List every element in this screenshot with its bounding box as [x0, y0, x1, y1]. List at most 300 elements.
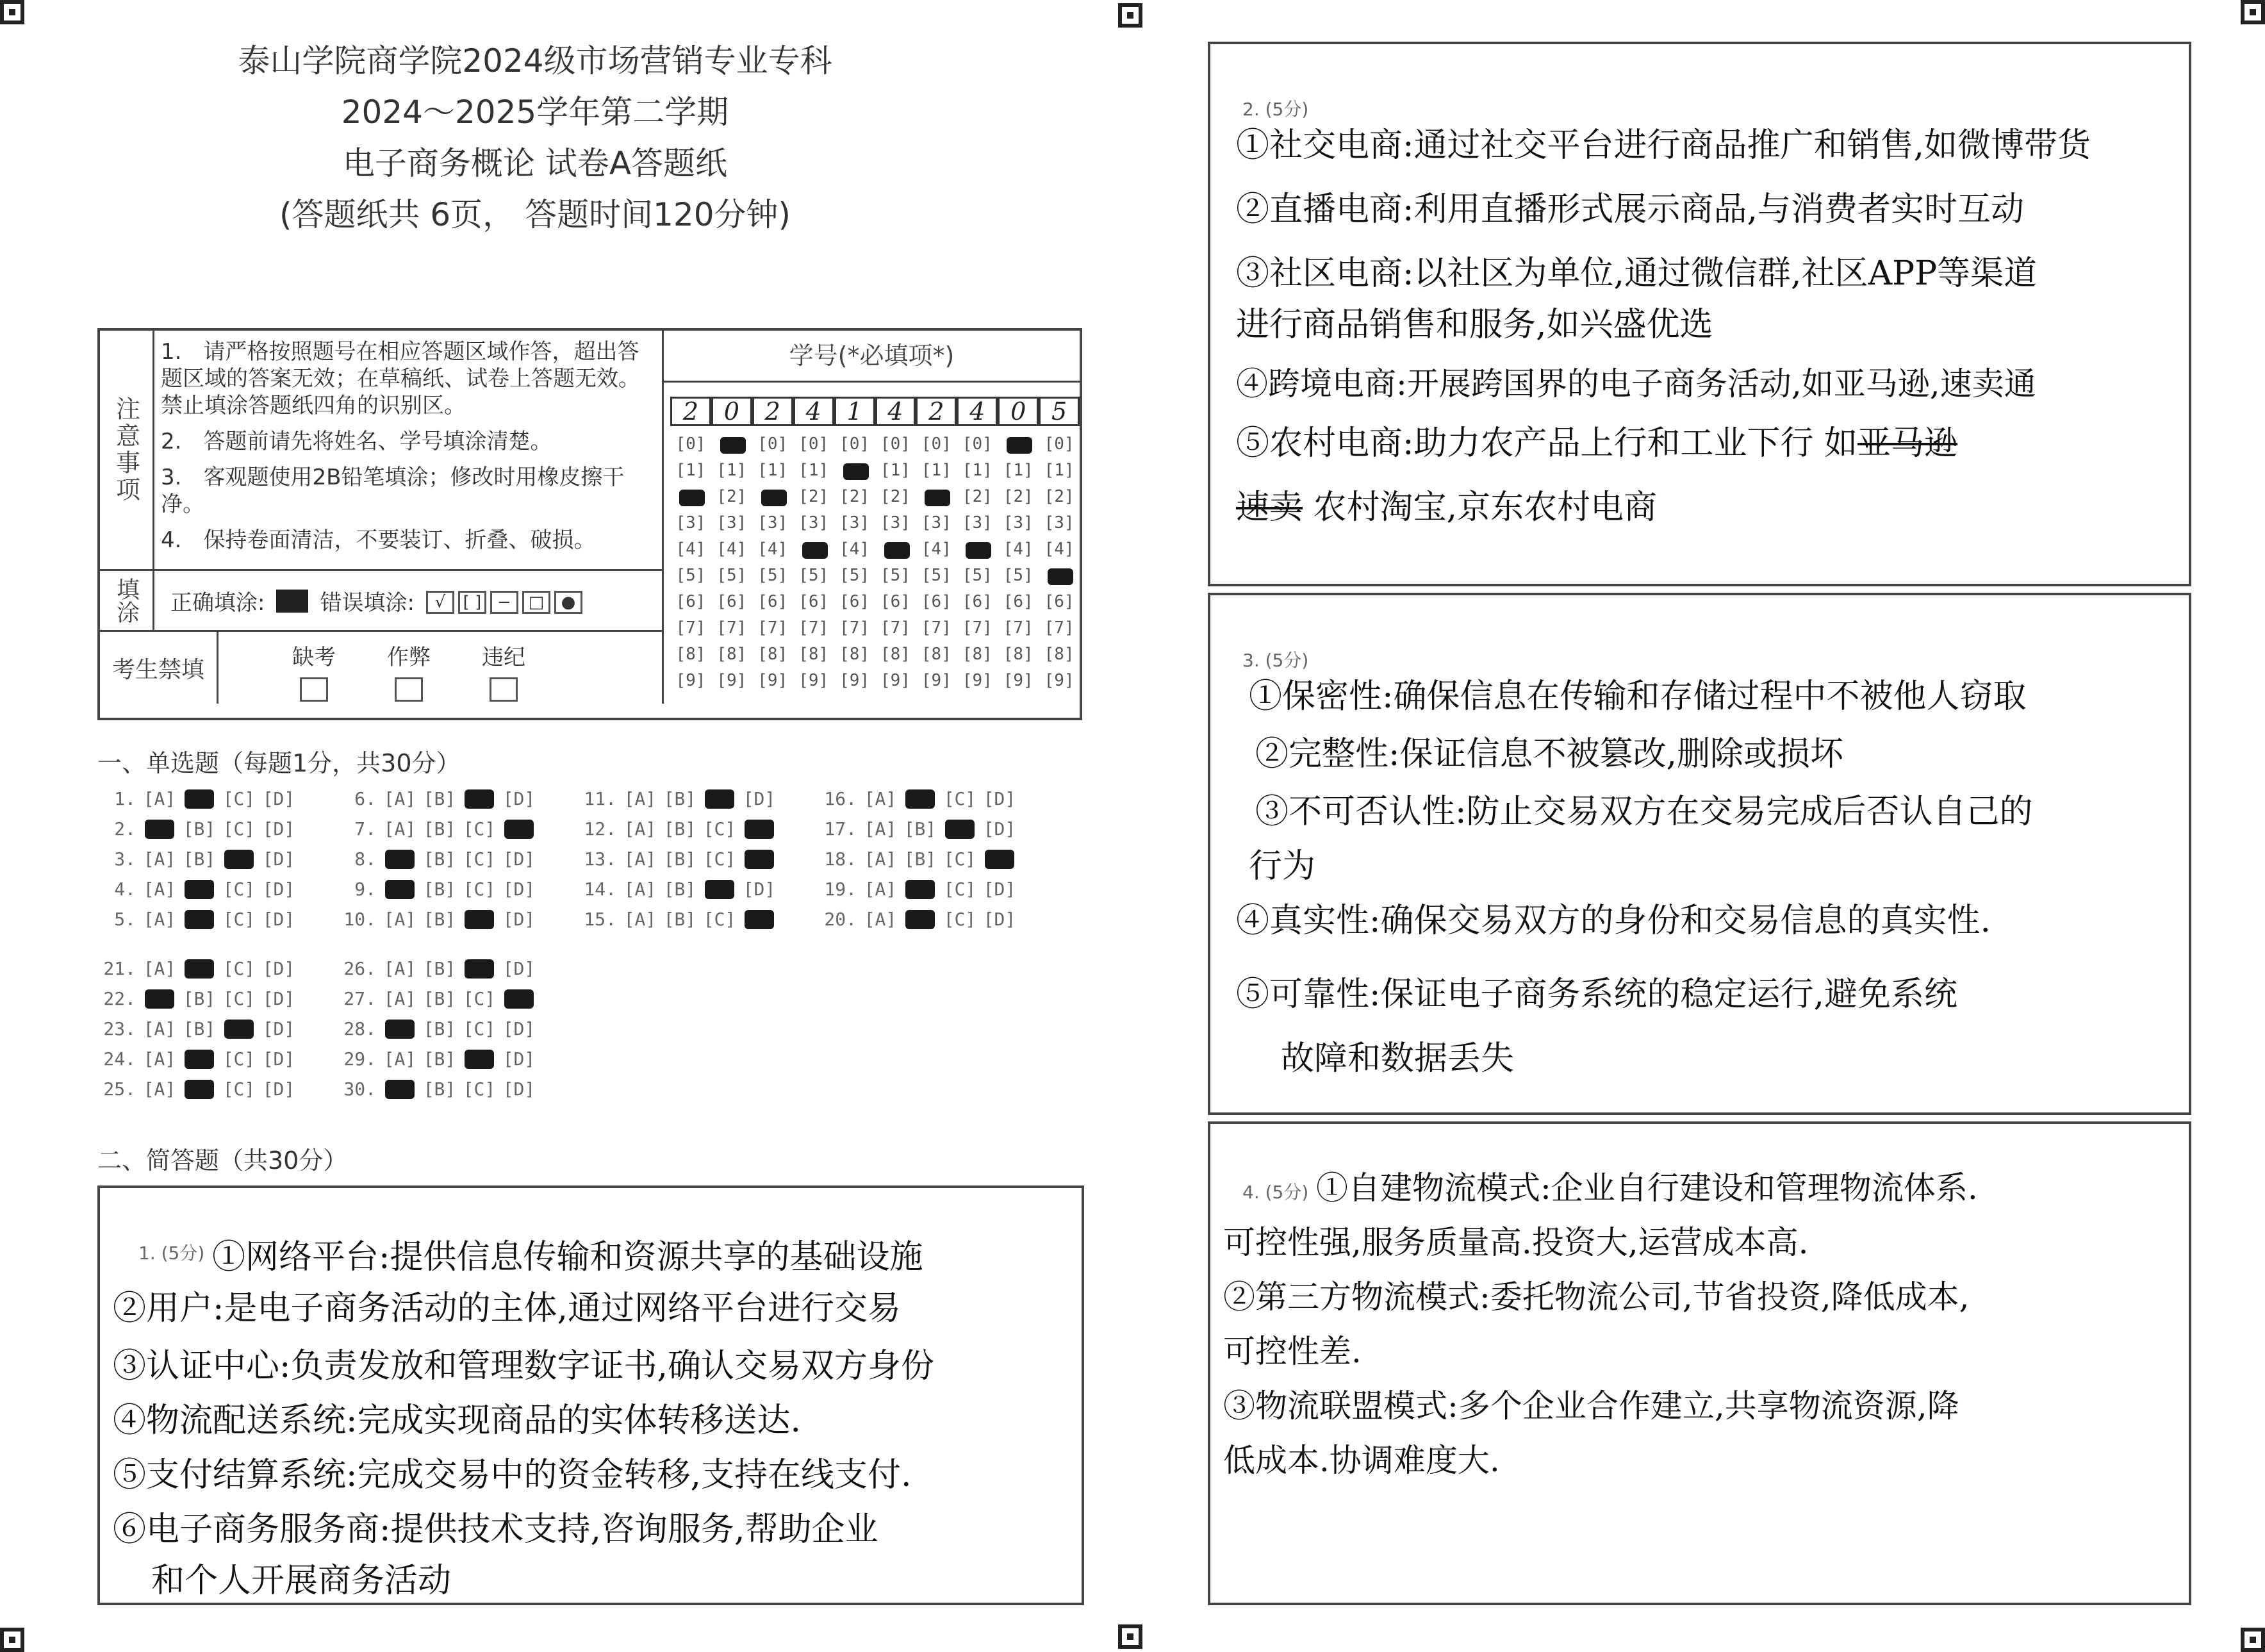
student-id-bubble[interactable]: [6]: [675, 592, 706, 611]
student-id-bubble[interactable]: [875, 536, 916, 563]
student-id-bubble[interactable]: [2]: [716, 487, 747, 506]
mcq-option[interactable]: [C]: [463, 1078, 496, 1100]
mcq-option[interactable]: [179, 909, 219, 930]
mcq-option[interactable]: [219, 1018, 259, 1039]
mcq-option[interactable]: [D]: [983, 818, 1016, 839]
mcq-option[interactable]: [A]: [864, 818, 897, 839]
answer-box-q2[interactable]: [1208, 42, 2191, 586]
mcq-option[interactable]: [B]: [903, 848, 937, 870]
student-id-bubble[interactable]: [2]: [839, 487, 870, 506]
mcq-option[interactable]: [B]: [423, 788, 456, 809]
student-id-bubble[interactable]: [2]: [962, 487, 992, 506]
mcq-option[interactable]: [B]: [663, 909, 696, 930]
mcq-option[interactable]: [C]: [943, 879, 976, 900]
student-id-bubble-row: [670, 431, 1080, 458]
mcq-option[interactable]: [179, 958, 219, 979]
mcq-option[interactable]: [C]: [463, 818, 496, 839]
mcq-option[interactable]: [900, 788, 940, 809]
mcq-option[interactable]: [A]: [864, 879, 897, 900]
section1-title: 一、单选题（每题1分，共30分）: [97, 749, 461, 777]
student-id-bubble[interactable]: [998, 431, 1039, 458]
mcq-option[interactable]: [B]: [423, 1018, 456, 1039]
student-id-bubble[interactable]: [1]: [962, 461, 992, 480]
check-mark-icon: √: [426, 591, 454, 614]
mcq-option[interactable]: [C]: [943, 848, 976, 870]
student-id-bubble[interactable]: [9]: [1044, 671, 1075, 690]
mcq-option[interactable]: [B]: [423, 909, 456, 930]
student-id-bubble[interactable]: [5]: [839, 566, 870, 585]
mcq-option[interactable]: [C]: [222, 818, 256, 839]
mcq-option[interactable]: [D]: [262, 879, 295, 900]
student-id-bubble[interactable]: [2]: [1044, 487, 1075, 506]
q3-line-6: ⑤可靠性:保证电子商务系统的稳定运行,避免系统: [1236, 975, 1958, 1014]
mcq-option[interactable]: [380, 848, 420, 870]
mcq-option[interactable]: [A]: [143, 848, 176, 870]
student-id-bubble[interactable]: [0]: [839, 434, 870, 454]
header-school: 泰山学院商学院2024级市场营销专业专科: [238, 42, 832, 79]
mcq-option[interactable]: [A]: [623, 818, 657, 839]
header-info: (答题纸共 6页， 答题时间120分钟): [279, 196, 791, 233]
mcq-option[interactable]: [B]: [183, 848, 216, 870]
q1-line-2: ②用户:是电子商务活动的主体,通过网络平台进行交易: [113, 1289, 902, 1328]
student-id-bubble[interactable]: [2]: [880, 487, 910, 506]
mcq-question: [336, 1018, 539, 1039]
mcq-option[interactable]: [A]: [623, 879, 657, 900]
q2-line-4: 进行商品销售和服务,如兴盛优选: [1236, 306, 1713, 344]
mcq-option[interactable]: [D]: [502, 879, 536, 900]
student-id-bubble[interactable]: [9]: [921, 671, 951, 690]
student-id-bubble[interactable]: [7]: [921, 618, 951, 638]
student-id-bubble[interactable]: [6]: [921, 592, 951, 611]
student-id-bubble[interactable]: [5]: [757, 566, 788, 585]
student-id-bubble[interactable]: [8]: [1044, 645, 1075, 664]
mcq-option[interactable]: [B]: [423, 958, 456, 979]
student-id-bubble[interactable]: [2]: [1003, 487, 1034, 506]
mcq-option[interactable]: [140, 818, 179, 839]
student-id-bubble[interactable]: [0]: [921, 434, 951, 454]
mcq-number: 26.: [343, 958, 376, 979]
mcq-question: [336, 909, 539, 930]
mcq-option[interactable]: [B]: [423, 988, 456, 1009]
q1-line-1: ①网络平台:提供信息传输和资源共享的基础设施: [212, 1238, 923, 1276]
mcq-option[interactable]: [B]: [663, 818, 696, 839]
corner-marker-top-left: [0, 0, 24, 24]
student-id-bubble[interactable]: [8]: [880, 645, 910, 664]
student-id-bubble[interactable]: [7]: [757, 618, 788, 638]
mcq-option[interactable]: [B]: [183, 818, 216, 839]
student-id-digit: 1: [834, 397, 875, 426]
student-id-bubble[interactable]: [8]: [798, 645, 829, 664]
student-id-bubble[interactable]: [8]: [716, 645, 747, 664]
mcq-number: 20.: [824, 909, 857, 930]
mcq-option[interactable]: [D]: [983, 909, 1016, 930]
mcq-option[interactable]: [980, 848, 1019, 870]
student-id-bubble[interactable]: [1]: [1044, 461, 1075, 480]
mcq-option[interactable]: [C]: [703, 848, 736, 870]
mcq-number: 13.: [584, 848, 616, 870]
mcq-option[interactable]: [D]: [743, 879, 776, 900]
student-id-bubble[interactable]: [1]: [716, 461, 747, 480]
student-id-bubble[interactable]: [6]: [1003, 592, 1034, 611]
mcq-option[interactable]: [D]: [262, 818, 295, 839]
answer-box-q3[interactable]: [1208, 593, 2191, 1115]
student-id-bubble[interactable]: [7]: [675, 618, 706, 638]
mcq-question: [817, 909, 1019, 930]
student-id-bubble[interactable]: [5]: [1003, 566, 1034, 585]
mcq-number: 21.: [103, 958, 136, 979]
mcq-option[interactable]: [C]: [943, 788, 976, 809]
mcq-option[interactable]: [C]: [222, 909, 256, 930]
student-id-bubble[interactable]: [2]: [798, 487, 829, 506]
mcq-question: [577, 909, 779, 930]
mcq-option[interactable]: [A]: [383, 988, 416, 1009]
mcq-option[interactable]: [C]: [463, 848, 496, 870]
mcq-option[interactable]: [C]: [222, 1078, 256, 1100]
student-id-bubble[interactable]: [4]: [716, 540, 747, 559]
mcq-question: [96, 988, 299, 1009]
mcq-option[interactable]: [C]: [463, 1018, 496, 1039]
mcq-option[interactable]: [459, 909, 499, 930]
mcq-option[interactable]: [459, 1048, 499, 1070]
mcq-option[interactable]: [219, 848, 259, 870]
student-id-bubble[interactable]: [7]: [798, 618, 829, 638]
student-id-bubble[interactable]: [1]: [798, 461, 829, 480]
mcq-option[interactable]: [A]: [143, 1048, 176, 1070]
student-id-bubble[interactable]: [3]: [1003, 513, 1034, 533]
mcq-option[interactable]: [B]: [423, 848, 456, 870]
student-id-bubble[interactable]: [9]: [675, 671, 706, 690]
mcq-option[interactable]: [A]: [143, 1018, 176, 1039]
mcq-option[interactable]: [A]: [864, 788, 897, 809]
cheat-checkbox[interactable]: [395, 677, 423, 702]
mcq-option[interactable]: [940, 818, 980, 839]
mcq-option[interactable]: [D]: [262, 1018, 295, 1039]
header-title: 电子商务概论 试卷A答题纸: [342, 145, 728, 182]
section2-title: 二、简答题（共30分）: [97, 1146, 348, 1175]
mcq-option[interactable]: [D]: [983, 788, 1016, 809]
fill-label: 填涂: [100, 571, 154, 630]
mcq-option[interactable]: [739, 818, 779, 839]
mcq-option[interactable]: [B]: [423, 1078, 456, 1100]
mcq-number: 14.: [584, 879, 616, 900]
student-id-bubble[interactable]: [6]: [757, 592, 788, 611]
mcq-option[interactable]: [140, 988, 179, 1009]
mcq-option[interactable]: [A]: [383, 909, 416, 930]
student-id-bubble[interactable]: [3]: [757, 513, 788, 533]
notice-text: [161, 338, 654, 563]
mcq-option[interactable]: [D]: [262, 909, 295, 930]
q1-line-3: ③认证中心:负责发放和管理数字证书,确认交易双方身份: [113, 1347, 935, 1385]
mcq-option[interactable]: [C]: [222, 958, 256, 979]
student-id-bubble[interactable]: [3]: [921, 513, 951, 533]
student-id-bubble[interactable]: [8]: [921, 645, 951, 664]
violation-checkbox[interactable]: [490, 677, 518, 702]
student-id-bubble[interactable]: [7]: [962, 618, 992, 638]
student-id-bubble[interactable]: [7]: [1044, 618, 1075, 638]
mcq-option[interactable]: [D]: [502, 788, 536, 809]
mcq-option[interactable]: [179, 1078, 219, 1100]
mcq-option[interactable]: [C]: [222, 788, 256, 809]
student-id-area: [662, 331, 1080, 704]
student-id-bubble[interactable]: [3]: [880, 513, 910, 533]
mcq-option[interactable]: [D]: [983, 879, 1016, 900]
mcq-option[interactable]: [C]: [943, 909, 976, 930]
ban-items: [292, 640, 525, 702]
mcq-number: 23.: [103, 1018, 136, 1039]
corner-marker-bottom-right: [2241, 1628, 2265, 1652]
student-id-digits: [670, 397, 1080, 426]
mcq-option[interactable]: [B]: [423, 818, 456, 839]
mcq-option[interactable]: [D]: [502, 909, 536, 930]
mcq-option[interactable]: [179, 879, 219, 900]
mcq-option[interactable]: [B]: [663, 879, 696, 900]
student-id-bubble[interactable]: [9]: [962, 671, 992, 690]
fill-example-row: [100, 569, 664, 630]
student-id-bubble[interactable]: [6]: [798, 592, 829, 611]
student-id-bubble[interactable]: [6]: [1044, 592, 1075, 611]
mcq-option[interactable]: [A]: [864, 909, 897, 930]
student-id-bubble[interactable]: [5]: [880, 566, 910, 585]
mcq-option[interactable]: [B]: [663, 788, 696, 809]
student-id-bubble[interactable]: [957, 536, 998, 563]
student-id-bubble[interactable]: [0]: [962, 434, 992, 454]
mcq-option[interactable]: [C]: [463, 988, 496, 1009]
student-id-bubble[interactable]: [9]: [798, 671, 829, 690]
mcq-option[interactable]: [A]: [864, 848, 897, 870]
mcq-option[interactable]: [A]: [383, 818, 416, 839]
student-id-bubble[interactable]: [6]: [880, 592, 910, 611]
student-id-bubble[interactable]: [4]: [675, 540, 706, 559]
mcq-option[interactable]: [C]: [463, 879, 496, 900]
student-id-bubble[interactable]: [4]: [839, 540, 870, 559]
mcq-option[interactable]: [499, 818, 539, 839]
mcq-option[interactable]: [D]: [502, 1078, 536, 1100]
student-id-bubble[interactable]: [9]: [880, 671, 910, 690]
mcq-number: 27.: [343, 988, 376, 1009]
mcq-option[interactable]: [D]: [743, 788, 776, 809]
student-id-bubble[interactable]: [3]: [962, 513, 992, 533]
q2-line-3: ③社区电商:以社区为单位,通过微信群,社区APP等渠道: [1236, 254, 2038, 293]
mcq-option[interactable]: [459, 788, 499, 809]
mcq-option[interactable]: [459, 958, 499, 979]
q3-line-4: 行为: [1249, 847, 1316, 886]
mcq-number: 6.: [354, 788, 376, 809]
student-id-bubble[interactable]: [0]: [798, 434, 829, 454]
q1-line-6: ⑥电子商务服务商:提供技术支持,咨询服务,帮助企业: [113, 1510, 878, 1549]
q2-line-7: 速卖 农村淘宝,京东农村电商: [1236, 488, 1658, 527]
student-id-bubble[interactable]: [7]: [880, 618, 910, 638]
q3-number: 3. (5分): [1242, 650, 1309, 671]
mcq-option[interactable]: [D]: [502, 848, 536, 870]
mcq-option[interactable]: [A]: [143, 909, 176, 930]
mcq-number: 12.: [584, 818, 616, 839]
mcq-option[interactable]: [C]: [222, 879, 256, 900]
student-id-bubble[interactable]: [711, 431, 752, 458]
mcq-number: 1.: [114, 788, 136, 809]
mcq-option[interactable]: [380, 879, 420, 900]
mcq-question: [336, 958, 539, 979]
mcq-option[interactable]: [700, 788, 739, 809]
mcq-question: [96, 788, 299, 809]
student-id-digit: 2: [752, 397, 793, 426]
mcq-option[interactable]: [A]: [143, 958, 176, 979]
mcq-option[interactable]: [A]: [623, 848, 657, 870]
student-id-bubble[interactable]: [6]: [962, 592, 992, 611]
student-id-bubble[interactable]: [5]: [921, 566, 951, 585]
student-id-bubble[interactable]: [9]: [839, 671, 870, 690]
student-id-bubble[interactable]: [916, 484, 957, 510]
student-id-bubble[interactable]: [9]: [716, 671, 747, 690]
student-id-bubble[interactable]: [8]: [757, 645, 788, 664]
student-id-bubble[interactable]: [1]: [1003, 461, 1034, 480]
mcq-option[interactable]: [D]: [502, 958, 536, 979]
mcq-option[interactable]: [D]: [262, 1048, 295, 1070]
student-id-bubble[interactable]: [6]: [716, 592, 747, 611]
student-id-bubble[interactable]: [4]: [757, 540, 788, 559]
mcq-option[interactable]: [D]: [262, 988, 295, 1009]
student-id-bubble[interactable]: [0]: [757, 434, 788, 454]
student-id-bubble[interactable]: [4]: [1044, 540, 1075, 559]
mcq-option[interactable]: [B]: [663, 848, 696, 870]
student-id-bubble[interactable]: [5]: [716, 566, 747, 585]
mcq-option[interactable]: [380, 1018, 420, 1039]
student-id-bubble[interactable]: [670, 484, 711, 510]
mcq-option[interactable]: [B]: [183, 1018, 216, 1039]
student-id-bubble[interactable]: [8]: [675, 645, 706, 664]
mcq-option[interactable]: [D]: [502, 1048, 536, 1070]
student-id-bubble[interactable]: [9]: [757, 671, 788, 690]
student-id-bubble[interactable]: [5]: [962, 566, 992, 585]
bracket-mark-icon: [ ]: [458, 591, 486, 614]
mcq-option[interactable]: [499, 988, 539, 1009]
student-id-bubble[interactable]: [3]: [716, 513, 747, 533]
mcq-option[interactable]: [C]: [222, 988, 256, 1009]
mcq-option[interactable]: [179, 788, 219, 809]
student-id-bubble[interactable]: [3]: [1044, 513, 1075, 533]
student-id-bubble[interactable]: [752, 484, 793, 510]
student-id-bubble[interactable]: [8]: [839, 645, 870, 664]
mcq-option[interactable]: [B]: [423, 1048, 456, 1070]
mcq-option[interactable]: [A]: [623, 909, 657, 930]
student-id-bubble[interactable]: [1]: [880, 461, 910, 480]
student-id-bubble[interactable]: [3]: [675, 513, 706, 533]
mcq-question: [336, 1078, 539, 1100]
mcq-number: 22.: [103, 988, 136, 1009]
student-id-bubble[interactable]: [0]: [880, 434, 910, 454]
q4-line-3: ②第三方物流模式:委托物流公司,节省投资,降低成本,: [1223, 1278, 1970, 1316]
mcq-number: 17.: [824, 818, 857, 839]
student-id-bubble-row: [670, 536, 1080, 563]
student-id-bubble[interactable]: [0]: [675, 434, 706, 454]
corner-marker-bottom-left: [0, 1628, 24, 1652]
mcq-question: [336, 788, 539, 809]
mcq-option[interactable]: [B]: [183, 988, 216, 1009]
mcq-option[interactable]: [D]: [262, 788, 295, 809]
mcq-option[interactable]: [A]: [143, 1078, 176, 1100]
mcq-number: 3.: [114, 848, 136, 870]
student-id-bubble[interactable]: [0]: [1044, 434, 1075, 454]
mcq-option[interactable]: [B]: [903, 818, 937, 839]
mcq-option[interactable]: [D]: [262, 1078, 295, 1100]
mcq-option[interactable]: [700, 879, 739, 900]
q2-line-6: ⑤农村电商:助力农产品上行和工业下行 如亚马逊: [1236, 424, 1958, 463]
mcq-option[interactable]: [D]: [502, 1018, 536, 1039]
student-id-bubble[interactable]: [7]: [1003, 618, 1034, 638]
corner-marker-top-right: [2241, 0, 2265, 24]
mcq-option[interactable]: [C]: [222, 1048, 256, 1070]
mcq-option[interactable]: [380, 1078, 420, 1100]
student-id-bubble[interactable]: [1]: [757, 461, 788, 480]
student-id-bubble[interactable]: [5]: [675, 566, 706, 585]
mcq-option[interactable]: [B]: [423, 879, 456, 900]
mcq-option[interactable]: [A]: [143, 788, 176, 809]
student-id-bubble[interactable]: [3]: [839, 513, 870, 533]
q1-line-7: 和个人开展商务活动: [151, 1562, 452, 1600]
student-id-bubble[interactable]: [793, 536, 834, 563]
student-id-bubble[interactable]: [1039, 563, 1080, 589]
student-id-bubble-row: [670, 641, 1080, 668]
mcq-option[interactable]: [D]: [262, 848, 295, 870]
mcq-option[interactable]: [A]: [143, 879, 176, 900]
mcq-option[interactable]: [A]: [383, 1048, 416, 1070]
correct-fill-label: 正确填涂:: [170, 590, 265, 616]
student-id-bubble[interactable]: [3]: [798, 513, 829, 533]
student-id-bubble[interactable]: [8]: [1003, 645, 1034, 664]
student-id-bubble[interactable]: [9]: [1003, 671, 1034, 690]
student-id-bubble-row: [670, 563, 1080, 589]
mcq-question: [817, 788, 1019, 809]
mcq-option[interactable]: [A]: [623, 788, 657, 809]
mcq-option[interactable]: [900, 909, 940, 930]
student-id-bubble[interactable]: [8]: [962, 645, 992, 664]
mcq-question: [336, 879, 539, 900]
answer-box-q1[interactable]: [97, 1185, 1084, 1605]
student-id-bubble[interactable]: [7]: [716, 618, 747, 638]
student-id-bubble[interactable]: [6]: [839, 592, 870, 611]
mcq-question: [817, 818, 1019, 839]
mcq-option[interactable]: [A]: [383, 788, 416, 809]
student-id-bubble[interactable]: [7]: [839, 618, 870, 638]
mcq-option[interactable]: [C]: [703, 909, 736, 930]
ban-cheat: 作弊: [387, 640, 431, 702]
student-id-title: 学号(*必填项*): [664, 331, 1080, 383]
mcq-option[interactable]: [A]: [383, 958, 416, 979]
mcq-option[interactable]: [179, 1048, 219, 1070]
q4-number: 4. (5分): [1242, 1182, 1309, 1203]
answer-box-q4[interactable]: [1208, 1121, 2191, 1605]
mcq-option[interactable]: [C]: [703, 818, 736, 839]
student-id-digit: 0: [711, 397, 752, 426]
mcq-option[interactable]: [739, 909, 779, 930]
mcq-option[interactable]: [D]: [262, 958, 295, 979]
student-id-bubble[interactable]: [834, 458, 875, 484]
q4-line-4: 可控性差.: [1223, 1333, 1362, 1370]
mcq-option[interactable]: [900, 879, 940, 900]
student-id-bubble[interactable]: [4]: [1003, 540, 1034, 559]
student-id-bubble[interactable]: [1]: [921, 461, 951, 480]
q4-line-1: ①自建物流模式:企业自行建设和管理物流体系.: [1316, 1169, 1978, 1207]
dash-mark-icon: −: [490, 591, 518, 614]
mcq-option[interactable]: [739, 848, 779, 870]
mcq-number: 28.: [343, 1018, 376, 1039]
absent-checkbox[interactable]: [300, 677, 328, 702]
student-id-bubble[interactable]: [5]: [798, 566, 829, 585]
student-id-bubble[interactable]: [4]: [921, 540, 951, 559]
student-id-bubble[interactable]: [1]: [675, 461, 706, 480]
mcq-number: 24.: [103, 1048, 136, 1070]
q3-line-3: ③不可否认性:防止交易双方在交易完成后否认自己的: [1255, 793, 2033, 831]
mcq-number: 9.: [354, 879, 376, 900]
